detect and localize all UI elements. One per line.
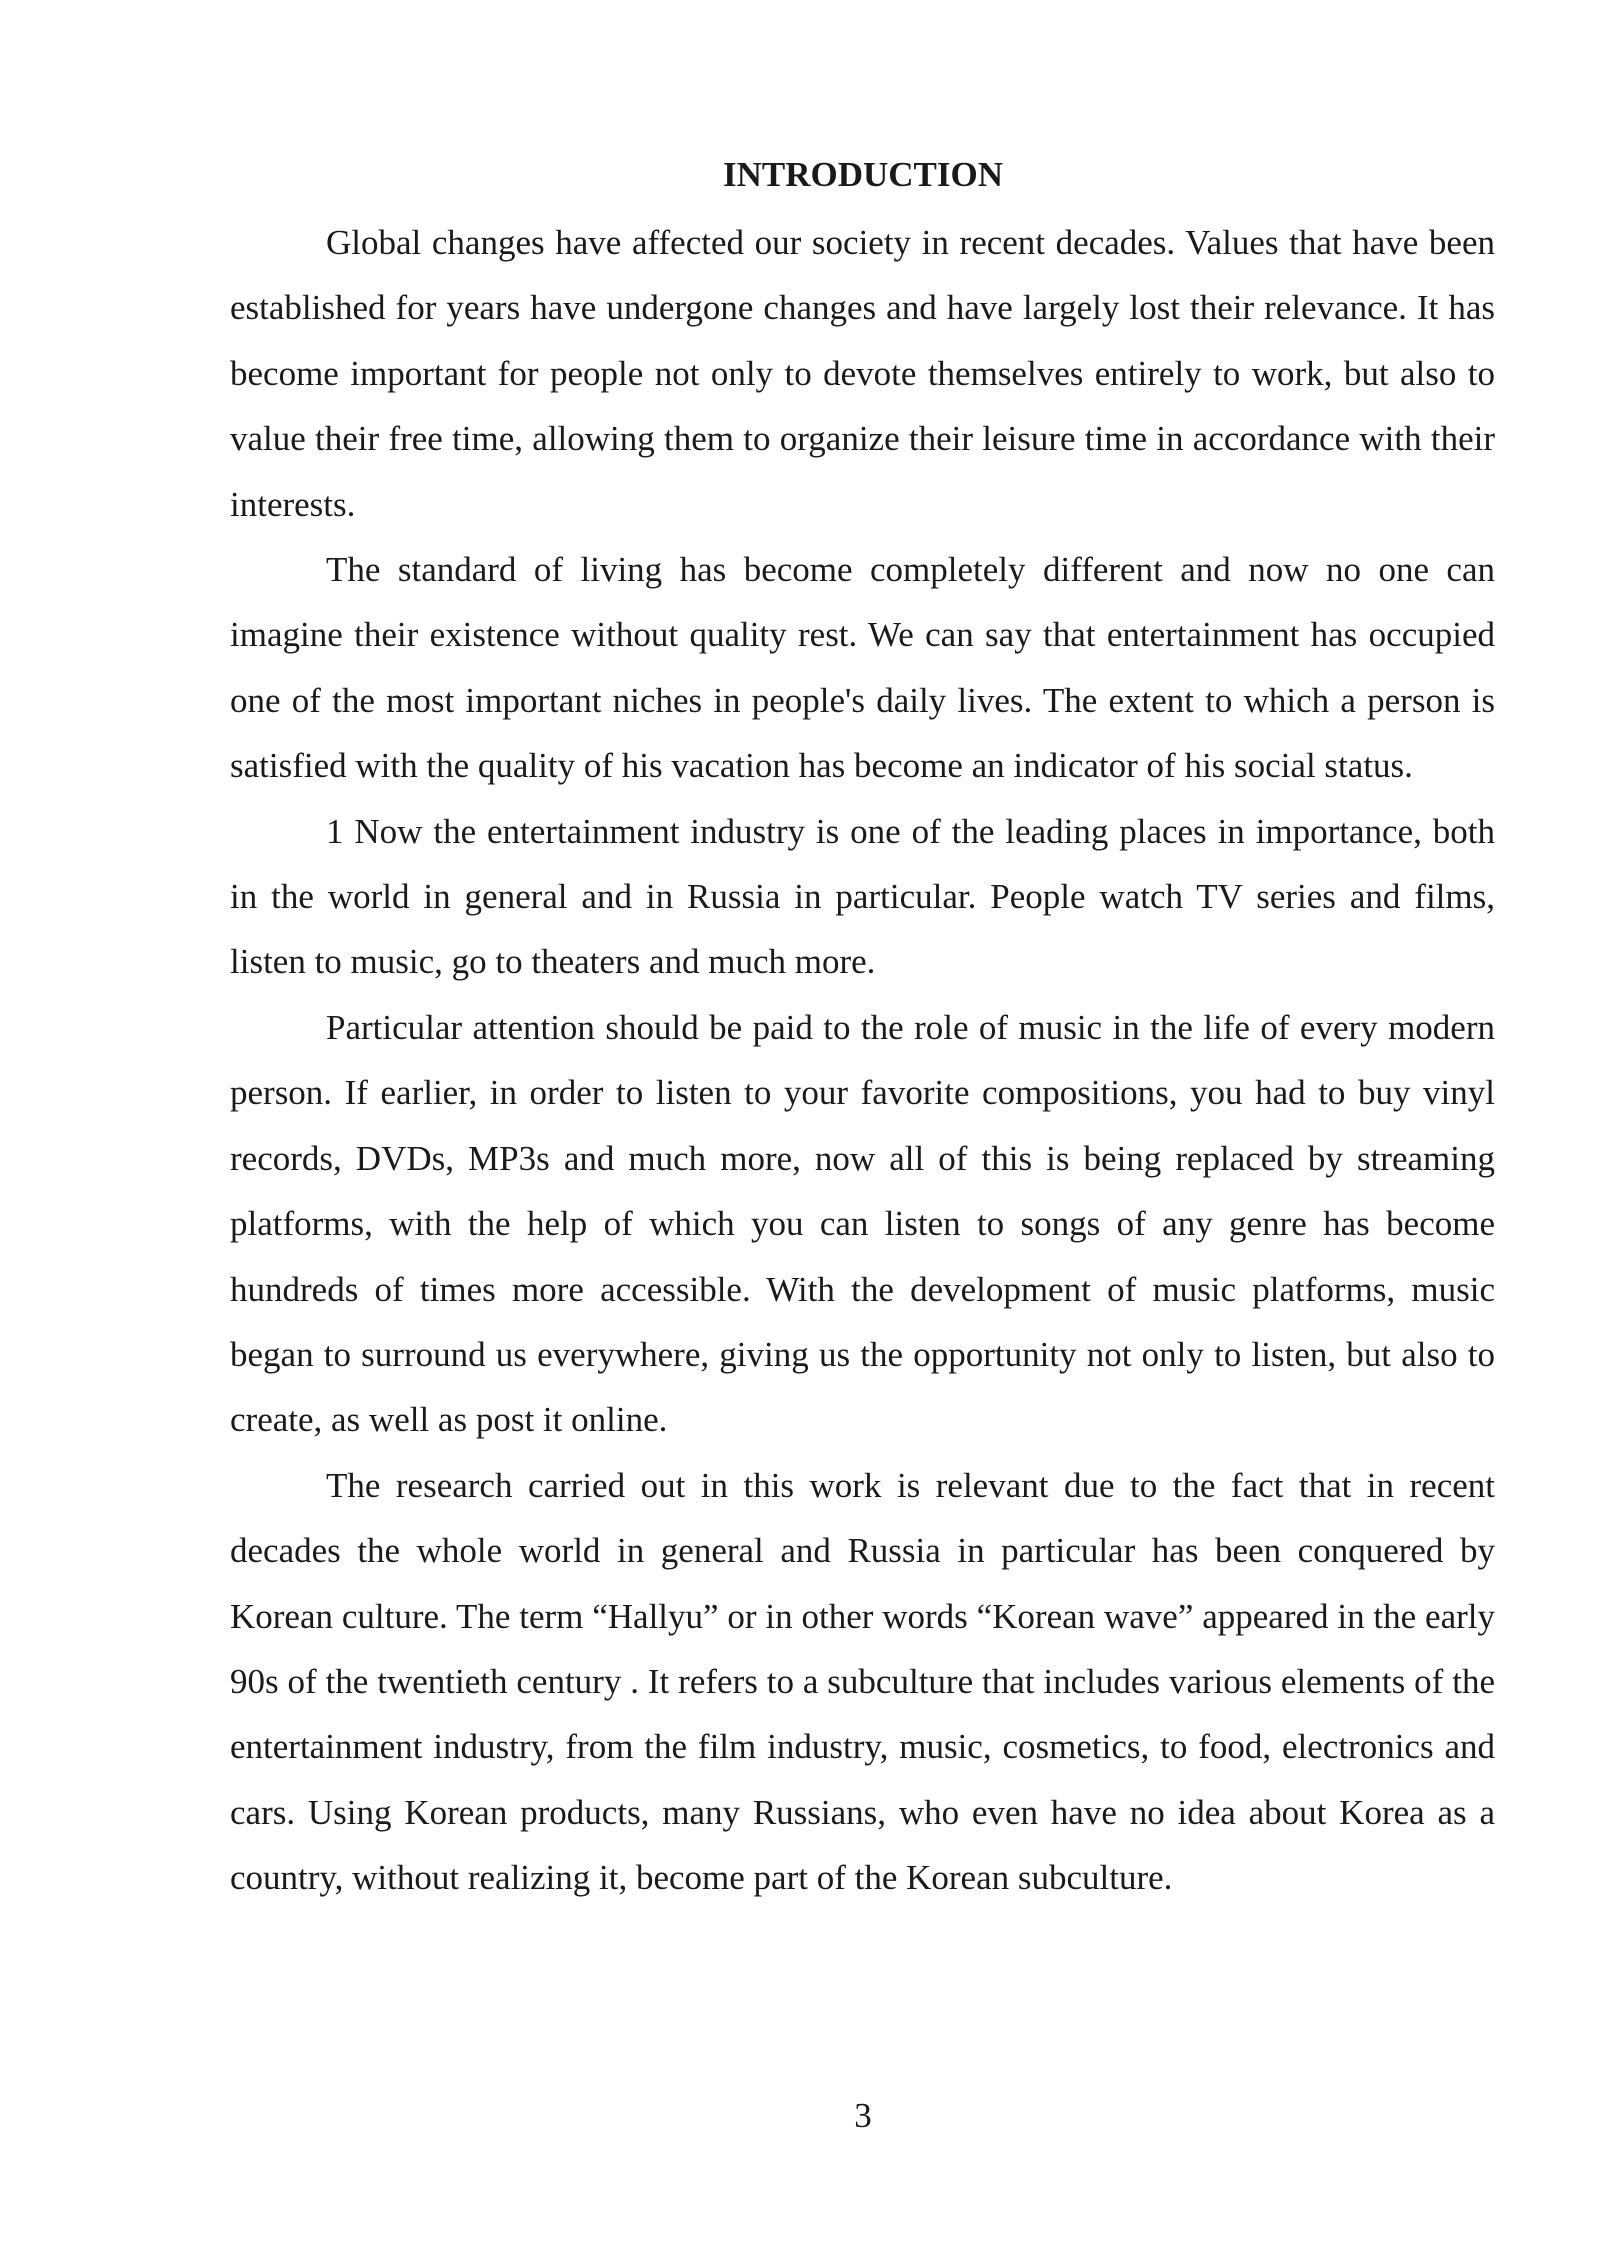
paragraph: Particular attention should be paid to the role of music in the life of every modern person. If earlier, in order to listen to your favorite compositions, you had to buy vinyl records, DVDs, MP3s and much more, now all of this is being replaced by streaming platforms, with the help of which you can listen to songs of any genre has become hundreds of times more accessible. With the development of music platforms, music began to surround us everywhere, giving us the opportunity not only to listen, but also to create, as well as post it online. — [230, 1007, 1495, 1440]
paragraph: The research carried out in this work is relevant due to the fact that in recent decades the whole world in general and Russia in particular has been conquered by Korean culture. The term “Hallyu” or in other words “Korean wave” appeared in the early 90s of the twentieth century . It refers to a subculture that includes various elements of the entertainment industry, from the film industry, music, cosmetics, to food, electronics and cars. Using Korean products, many Russians, who even have no idea about Korea as a country, without realizing it, become part of the Korean subculture. — [230, 1465, 1495, 1898]
paragraph: Global changes have affected our society in recent decades. Values that have been established for years have undergone changes and have largely lost their relevance. It has become important for people not only to devote themselves entirely to work, but also to value their free time, allowing them to organize their leisure time in accordance with their interests. — [230, 223, 1495, 524]
paragraph: 1 Now the entertainment industry is one of the leading places in importance, both in the world in general and in Russia in particular. People watch TV series and films, listen to music, go to theaters and much more. — [230, 811, 1495, 982]
page-number: 3 — [854, 2096, 872, 2135]
paragraph: The standard of living has become completely different and now no one can imagine their existence without quality rest. We can say that entertainment has occupied one of the most important niches in people's daily lives. The extent to which a person is satisfied with the quality of his vacation has become an indicator of his social status. — [230, 550, 1495, 786]
section-heading: INTRODUCTION — [722, 155, 1004, 194]
body-text — [230, 210, 1495, 1911]
